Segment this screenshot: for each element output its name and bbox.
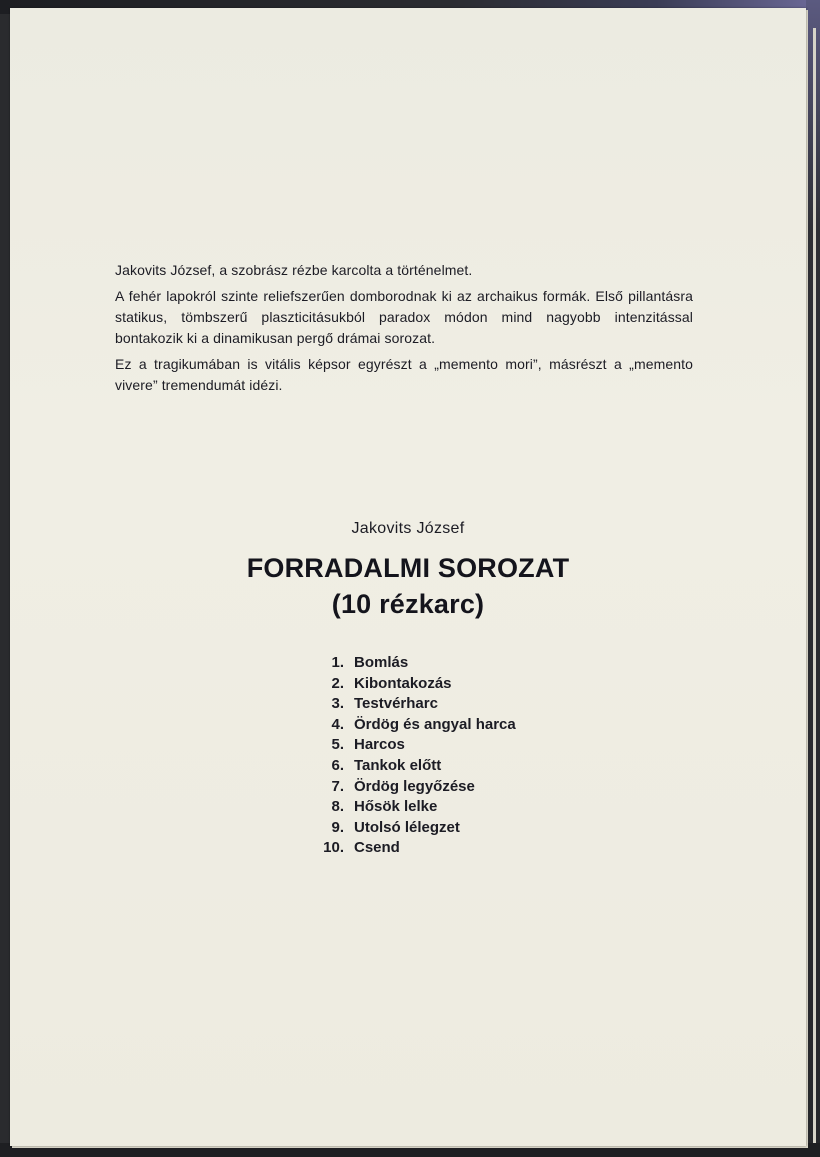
item-title: Ördög legyőzése xyxy=(354,777,475,795)
item-title: Utolsó lélegzet xyxy=(354,818,460,836)
list-item xyxy=(310,715,516,736)
intro-line-1: Jakovits József, a szobrász rézbe karcolta a történelmet. xyxy=(115,262,473,278)
item-title: Hősök lelke xyxy=(354,798,438,816)
list-item xyxy=(310,818,516,839)
item-number: 6. xyxy=(331,756,344,774)
item-title: Csend xyxy=(354,839,400,857)
item-title: Bomlás xyxy=(354,654,409,671)
sheet-edge xyxy=(813,28,816,1143)
item-number: 3. xyxy=(331,695,344,713)
item-title: Testvérharc xyxy=(354,695,438,713)
item-number: 7. xyxy=(331,777,344,795)
intro-paragraph-2: A fehér lapokról szinte reliefszerűen domborodnak ki az archaikus formák. Első pillantásra statikus, tömbszerű plaszticitásukból paradox módon mind nagyobb intenzitással bontakozik ki a dinamikusan pergő drámai sorozat. xyxy=(115,288,693,346)
item-number: 10. xyxy=(323,839,344,857)
list-item xyxy=(310,797,516,818)
item-title: Tankok előtt xyxy=(354,756,442,774)
list-item xyxy=(310,653,516,674)
list-item xyxy=(310,756,516,777)
list-item xyxy=(310,735,516,756)
item-number: 1. xyxy=(331,654,344,671)
item-number: 9. xyxy=(331,818,344,836)
series-title-main: FORRADALMI SOROZAT xyxy=(246,553,570,583)
intro-paragraph-3: Ez a tragikumában is vitális képsor egyrészt a „memento mori”, másrészt a „memento vivere” tremendumát idézi. xyxy=(115,356,693,393)
item-number: 5. xyxy=(331,736,344,754)
list-item xyxy=(310,777,516,798)
item-title: Harcos xyxy=(354,736,405,754)
item-number: 2. xyxy=(331,674,344,692)
paper-sheet xyxy=(10,8,806,1146)
etchings-list xyxy=(310,653,516,859)
list-item xyxy=(310,838,516,859)
item-number: 8. xyxy=(331,798,344,816)
item-title: Kibontakozás xyxy=(354,674,452,692)
author-name: Jakovits József xyxy=(351,520,465,537)
series-title-sub: (10 rézkarc) xyxy=(331,589,485,619)
intro-text xyxy=(115,260,693,401)
list-item xyxy=(310,674,516,695)
item-number: 4. xyxy=(331,715,344,733)
list-item xyxy=(310,694,516,715)
series-title xyxy=(10,550,806,622)
item-title: Ördög és angyal harca xyxy=(354,715,516,733)
